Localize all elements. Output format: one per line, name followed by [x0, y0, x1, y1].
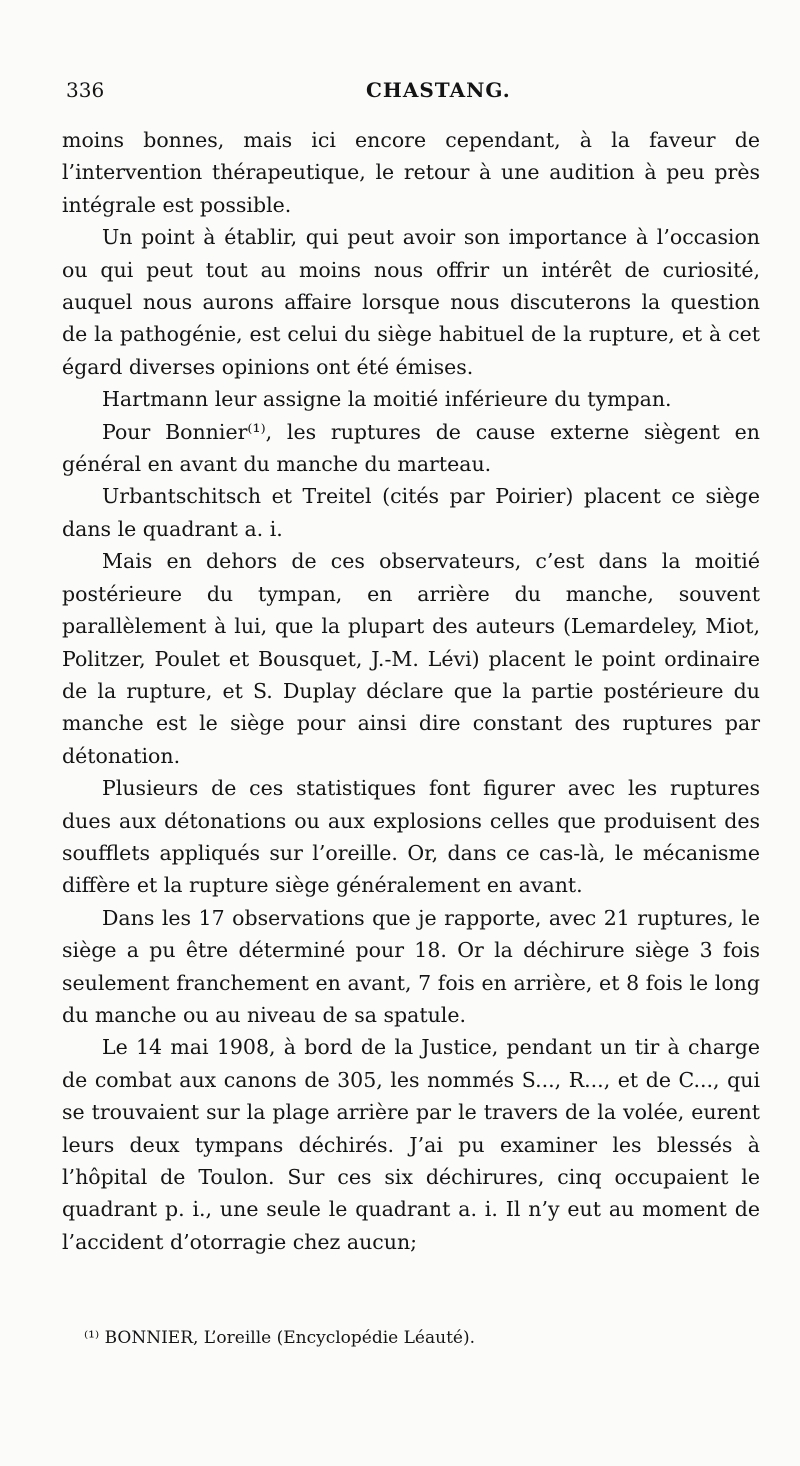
- page-header: [66, 78, 756, 108]
- paragraph-6: Mais en dehors de ces observateurs, c’est dans la moitié postérieure du tympan, en arrière du manche, souvent parallèlement à lui, que la plupart des auteurs (Lemardeley, Miot, Politzer, Poulet et Bousquet, J.-M. Lévi) placent le point ordinaire de la rupture, et S. Duplay déclare que la partie postérieure du manche est le siège pour ainsi dire constant des ruptures par détonation.: [62, 549, 760, 768]
- paragraph-9: Le 14 mai 1908, à bord de la Justice, pendant un tir à charge de combat aux canons de 305, les nommés S..., R..., et de C..., qui se trouvaient sur la plage arrière par le travers de la volée, eurent leurs deux tympans déchirés. J’ai pu examiner les blessés à l’hôpital de Toulon. Sur ces six déchirures, cinq occupaient le quadrant p. i., une seule le quadrant a. i. Il n’y eut au moment de l’accident d’otorragie chez aucun;: [62, 1035, 760, 1254]
- footnote: ⁽¹⁾ BONNIER, L’oreille (Encyclopédie Léauté).: [84, 1328, 476, 1348]
- body-text: [62, 124, 760, 1258]
- paragraph-3: Hartmann leur assigne la moitié inférieure du tympan.: [102, 387, 672, 412]
- paragraph-7: Plusieurs de ces statistiques font figurer avec les ruptures dues aux détonations ou aux explosions celles que produisent des soufflets appliqués sur l’oreille. Or, dans ce cas-là, le mécanisme diffère et la rupture siège généralement en avant.: [62, 776, 760, 898]
- paragraph-5: Urbantschitsch et Treitel (cités par Poirier) placent ce siège dans le quadrant a. i.: [62, 484, 760, 541]
- paragraph-4: Pour Bonnier⁽¹⁾, les ruptures de cause externe siègent en général en avant du manche du marteau.: [62, 419, 760, 477]
- page-number: 336: [66, 78, 105, 102]
- paragraph-2: Un point à établir, qui peut avoir son importance à l’occasion ou qui peut tout au moins nous offrir un intérêt de curiosité, auquel nous aurons affaire lorsque nous discuterons la question de la pathogénie, est celui du siège habituel de la rupture, et à cet égard diverses opinions ont été émises.: [62, 225, 760, 379]
- running-head: CHASTANG.: [366, 78, 511, 102]
- paragraph-1: moins bonnes, mais ici encore cependant, à la faveur de l’intervention thérapeutique, le retour à une audition à peu près intégrale est possible.: [62, 128, 760, 217]
- paragraph-8: Dans les 17 observations que je rapporte, avec 21 ruptures, le siège a pu être déterminé pour 18. Or la déchirure siège 3 fois seulement franchement en avant, 7 fois en arrière, et 8 fois le long du manche ou au niveau de sa spatule.: [62, 905, 760, 1027]
